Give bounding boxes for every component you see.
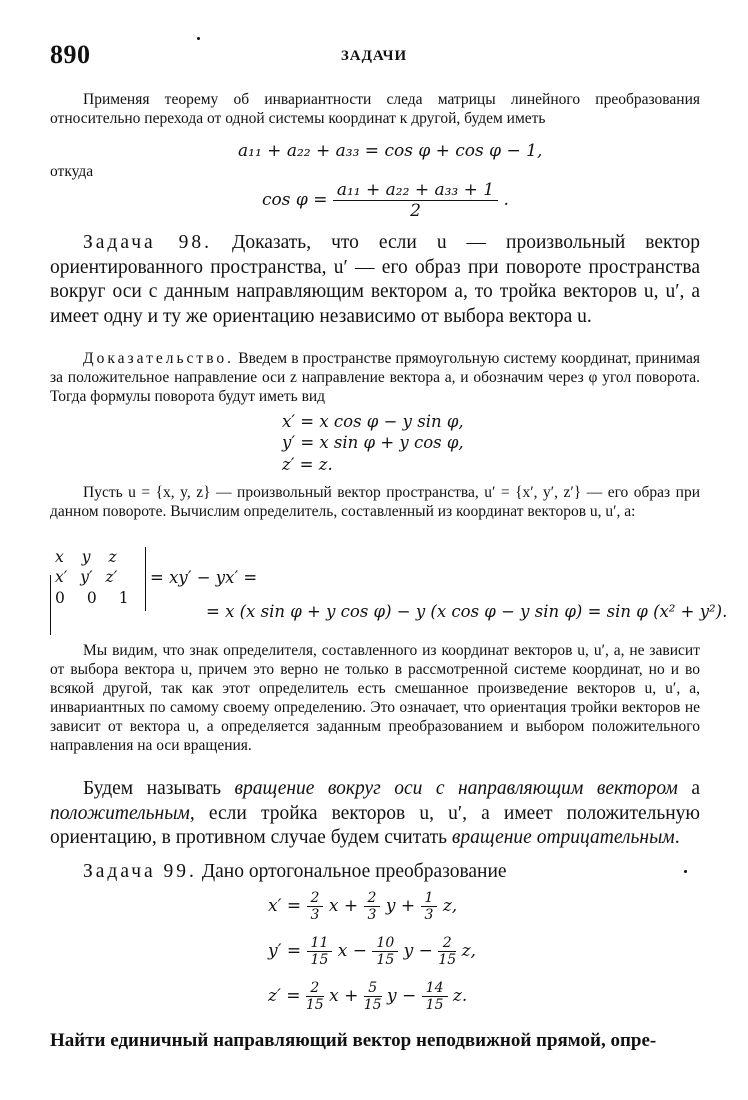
lhs: y′ = <box>268 941 302 961</box>
cos-denominator: 2 <box>410 201 421 221</box>
cos-numerator: a₁₁ + a₂₂ + a₃₃ + 1 <box>333 180 498 201</box>
rotation-formula-z: z′ = z. <box>282 455 333 474</box>
task98-text: Доказать, что если u — произвольный вектор ориентированного пространства, u′ — его образ при повороте пространства вокруг оси с данным направляющим вектором a, то тройка векторов u, u′, a имеет одну и ту же ориентацию независимо от выбора вектора u. <box>50 232 701 327</box>
cos-lhs: cos φ = <box>262 190 328 210</box>
trace-equation: a₁₁ + a₂₂ + a₃₃ = cos φ + cos φ − 1, <box>238 141 543 161</box>
task98-paragraph <box>50 231 700 329</box>
def-italic-2: положительным <box>50 802 190 824</box>
coef-den: 15 <box>363 997 382 1013</box>
task99-text: Дано ортогональное преобразование <box>201 861 507 882</box>
proof-paragraph <box>50 349 700 406</box>
task99-label: Задача 99. <box>83 861 197 882</box>
cos-equation <box>262 180 509 221</box>
coef-den: 3 <box>424 907 434 923</box>
transform-row-z <box>268 980 467 1013</box>
lhs: x′ = <box>268 896 302 916</box>
coef-den: 15 <box>305 997 324 1013</box>
coef-den: 15 <box>438 952 457 968</box>
det-cell: z <box>108 548 117 566</box>
def-text-4: . <box>674 827 680 848</box>
var: y + <box>385 896 416 916</box>
determinant-left-bar <box>50 575 51 635</box>
final-line: Найти единичный направляющий вектор неподвижной прямой, опре- <box>50 1030 657 1051</box>
def-text-3: , если тройка векторов u, u′, a имеет положительную ориентацию, в противном случае будем считать <box>50 802 700 848</box>
var: x + <box>329 986 359 1006</box>
det-cell: 1 <box>118 589 129 607</box>
det-cell: 0 <box>55 589 65 607</box>
def-italic-1: вращение вокруг оси с направляющим вектором <box>234 778 678 799</box>
coef-den: 15 <box>310 952 329 968</box>
coef-num: 5 <box>364 980 382 997</box>
determinant-matrix <box>55 547 129 609</box>
word-otkuda: откуда <box>50 163 94 180</box>
det-row-1 <box>55 547 129 567</box>
determinant-right-bar <box>145 547 146 611</box>
page-number: 890 <box>50 40 91 69</box>
proof-label: Доказательство. <box>83 350 235 367</box>
transform-row-x <box>268 890 457 923</box>
conclusion-paragraph: Мы видим, что знак определителя, составленного из координат векторов u, u′, a, не зависит от выбора вектора u, причем это верно не только в рассмотренной системе координат, но и во всякой другой, так как этот определитель есть смешанное произведение векторов u, u′, a, инвариантных по самому своему определению. Это означает, что ориентация тройки векторов не зависит от вектора u, а определяется заданным преобразованием и выбором положительного направления на оси вращения. <box>50 642 700 754</box>
cos-end: . <box>503 190 509 210</box>
rotation-formula-y: y′ = x sin φ + y cos φ, <box>282 433 464 452</box>
det-cell: z′ <box>105 568 118 586</box>
coef-num: 2 <box>306 980 324 997</box>
coef-num: 14 <box>422 980 448 997</box>
definition-paragraph <box>50 777 700 851</box>
det-row-2 <box>55 567 129 588</box>
det-cell: 0 <box>86 589 97 607</box>
coef-num: 10 <box>372 935 398 952</box>
lhs: z′ = <box>268 986 301 1006</box>
coef-num: 2 <box>438 935 456 952</box>
coef-num: 2 <box>364 890 381 907</box>
task98-label: Задача 98. <box>83 232 213 253</box>
coef-num: 1 <box>421 890 438 907</box>
vector-paragraph: Пусть u = {x, y, z} — произвольный вектор пространства, u′ = {x′, y′, z′} — его образ при данном повороте. Вычислим определитель, составленный из координат векторов u, u′, a: <box>50 484 700 520</box>
coef-den: 3 <box>367 907 377 923</box>
def-text-2: a <box>677 778 701 799</box>
coef-den: 15 <box>376 952 395 968</box>
var: y − <box>403 941 433 961</box>
var: x + <box>328 896 359 916</box>
det-cell: x′ <box>55 568 68 586</box>
def-italic-3: вращение отрицательным <box>451 827 675 848</box>
intro-paragraph: Применяя теорему об инвариантности следа матрицы линейного преобразования относительно перехода от одной системы координат к другой, будем иметь <box>50 91 700 127</box>
print-speck <box>684 870 687 873</box>
def-text-1: Будем называть <box>83 778 235 799</box>
cos-fraction <box>333 180 498 221</box>
running-title: ЗАДАЧИ <box>340 48 408 64</box>
rotation-formula-x: x′ = x cos φ − y sin φ, <box>282 412 464 431</box>
determinant-eq-2: = x (x sin φ + y cos φ) − y (x cos φ − y sin φ) = sin φ (x² + y²). <box>206 602 728 621</box>
coef-num: 2 <box>307 890 324 907</box>
print-speck <box>197 37 200 40</box>
var: x − <box>337 941 368 961</box>
det-cell: x <box>55 548 64 566</box>
coef-num: 11 <box>307 935 333 952</box>
var: z. <box>452 986 468 1006</box>
proof-text: Введем в пространстве прямоугольную систему координат, принимая за положительное направление оси z направление вектора a, и обозначим через φ угол поворота. Тогда формулы поворота будут иметь вид <box>50 350 701 405</box>
transform-row-y <box>268 935 476 968</box>
determinant-eq-1: = xy′ − yx′ = <box>150 568 258 587</box>
task99-paragraph <box>50 860 700 885</box>
det-row-3 <box>55 588 129 609</box>
var: z, <box>442 896 458 916</box>
det-cell: y <box>81 548 91 566</box>
var: z, <box>461 941 476 961</box>
det-cell: y′ <box>80 568 93 586</box>
var: y − <box>387 986 417 1006</box>
coef-den: 3 <box>310 907 320 923</box>
coef-den: 15 <box>425 997 444 1013</box>
